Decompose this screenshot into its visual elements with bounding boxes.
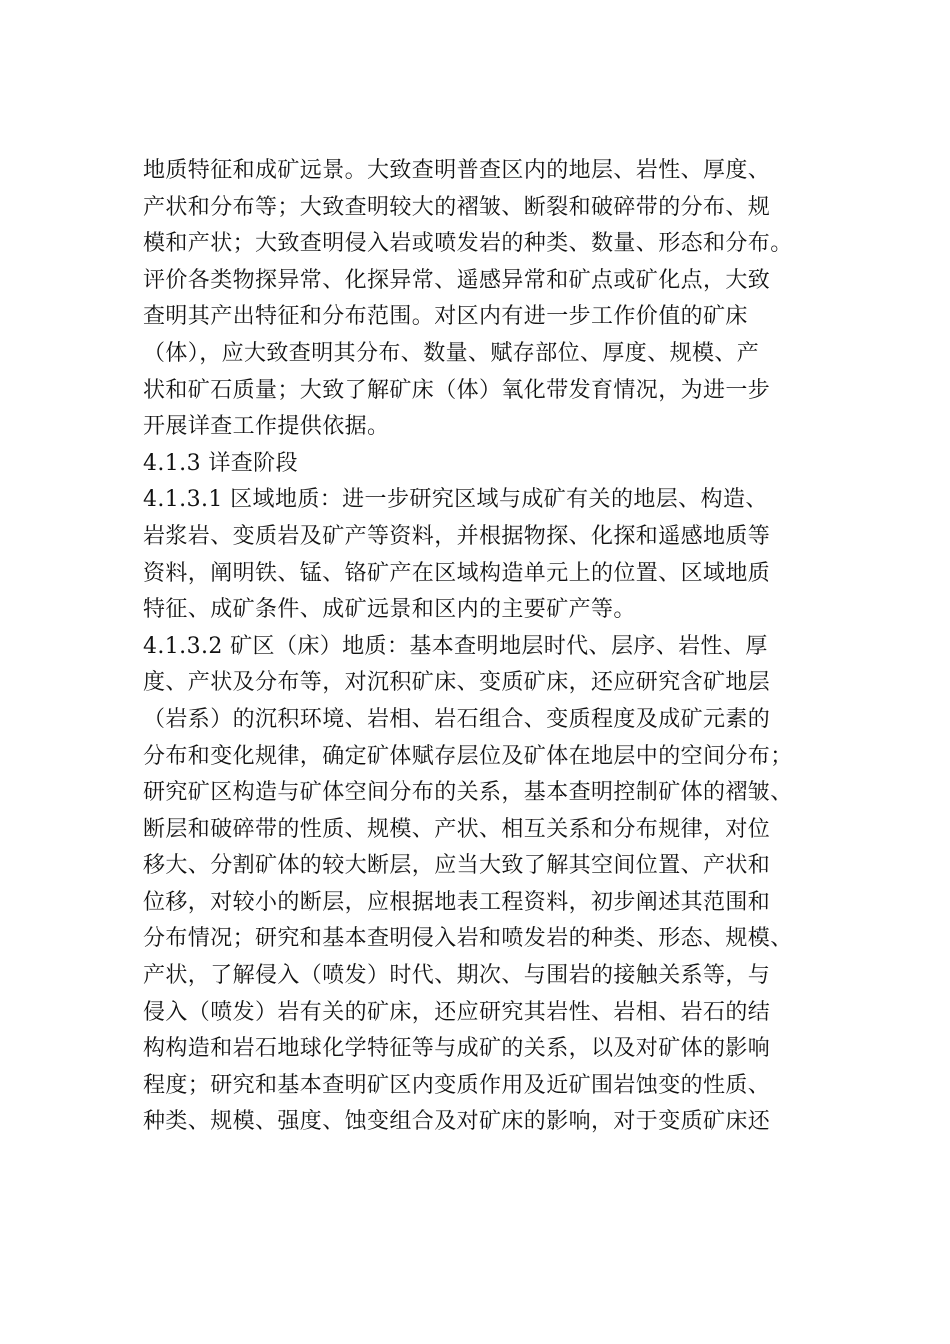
text-line: 研究矿区构造与矿体空间分布的关系，基本查明控制矿体的褶皱、 (143, 780, 793, 806)
text-line: 地质特征和成矿远景。大致查明普查区内的地层、岩性、厚度、 (143, 158, 771, 183)
section-heading: 4.1.3 详查阶段 (143, 450, 298, 476)
text-line: 种类、规模、强度、蚀变组合及对矿床的影响，对于变质矿床还 (143, 1109, 771, 1135)
text-line: （岩系）的沉积环境、岩相、岩石组合、变质程度及成矿元素的 (143, 706, 771, 732)
text-line: 岩浆岩、变质岩及矿产等资料，并根据物探、化探和遥感地质等 (143, 523, 771, 549)
text-line: 度、产状及分布等，对沉积矿床、变质矿床，还应研究含矿地层 (143, 670, 771, 696)
text-line: 状和矿石质量；大致了解矿床（体）氧化带发育情况，为进一步 (143, 377, 771, 403)
body-text (143, 153, 823, 1141)
text-line: 开展详查工作提供依据。 (143, 414, 390, 440)
text-line: 位移，对较小的断层，应根据地表工程资料，初步阐述其范围和 (143, 889, 771, 915)
subsection-line: 4.1.3.1 区域地质：进一步研究区域与成矿有关的地层、构造、 (143, 487, 768, 513)
text-line: 特征、成矿条件、成矿远景和区内的主要矿产等。 (143, 597, 636, 623)
text-line: 断层和破碎带的性质、规模、产状、相互关系和分布规律，对位 (143, 816, 771, 842)
text-line: 产状，了解侵入（喷发）时代、期次、与围岩的接触关系等，与 (143, 963, 771, 989)
text-line: 分布情况；研究和基本查明侵入岩和喷发岩的种类、形态、规模、 (143, 926, 793, 952)
text-line: 查明其产出特征和分布范围。对区内有进一步工作价值的矿床 (143, 304, 748, 330)
text-line: 产状和分布等；大致查明较大的褶皱、断裂和破碎带的分布、规 (143, 194, 771, 220)
text-line: 分布和变化规律，确定矿体赋存层位及矿体在地层中的空间分布； (143, 743, 793, 769)
text-line: 模和产状；大致查明侵入岩或喷发岩的种类、数量、形态和分布。 (143, 231, 793, 257)
subsection-line: 4.1.3.2 矿区（床）地质：基本查明地层时代、层序、岩性、厚 (143, 633, 768, 659)
text-line: 构构造和岩石地球化学特征等与成矿的关系，以及对矿体的影响 (143, 1036, 771, 1062)
text-line: 资料，阐明铁、锰、铬矿产在区域构造单元上的位置、区域地质 (143, 560, 771, 586)
text-line: 评价各类物探异常、化探异常、遥感异常和矿点或矿化点，大致 (143, 267, 771, 293)
text-line: 移大、分割矿体的较大断层，应当大致了解其空间位置、产状和 (143, 853, 771, 879)
text-line: 程度；研究和基本查明矿区内变质作用及近矿围岩蚀变的性质、 (143, 1072, 771, 1098)
text-line: （体），应大致查明其分布、数量、赋存部位、厚度、规模、产 (143, 340, 760, 366)
text-line: 侵入（喷发）岩有关的矿床，还应研究其岩性、岩相、岩石的结 (143, 999, 771, 1025)
